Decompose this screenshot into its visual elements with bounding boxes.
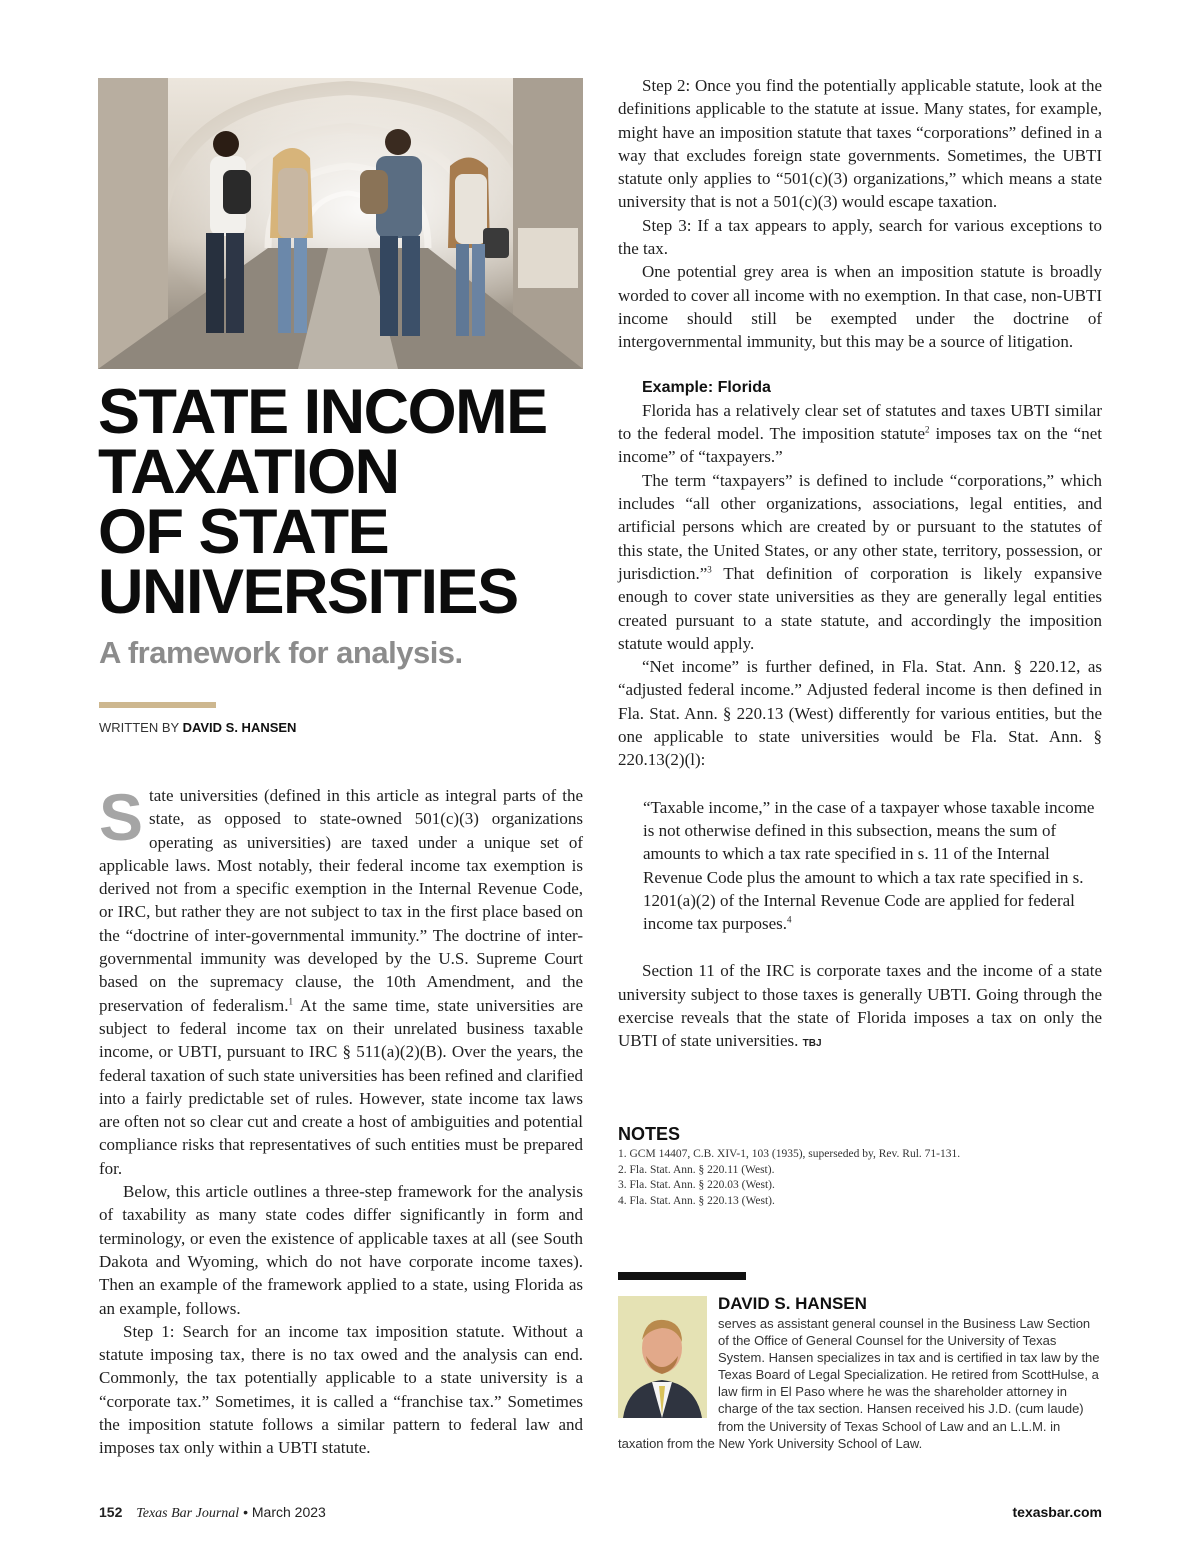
body-paragraph: Below, this article outlines a three-step framework for the analysis of taxability as many state codes differ significantly in form and terminology, or even the existence of applicable taxes at all (see South Dakota and Wyoming, which do not have corporate income taxes). Then an example of the framework applied to a state, using Florida as an example, follows.: [99, 1182, 583, 1318]
journal-name: Texas Bar Journal: [136, 1506, 240, 1521]
body-paragraph: One potential grey area is when an imposition statute is broadly worded to cover all income with no exemption. In that case, non-UBTI income should still be exempted under the doctrine of intergovernmental immunity, but this may be a source of litigation.: [618, 262, 1102, 352]
note-item: 2. Fla. Stat. Ann. § 220.11 (West).: [618, 1163, 775, 1176]
article-title: [98, 377, 598, 627]
title-line: UNIVERSITIES: [98, 557, 518, 627]
footnote-ref[interactable]: 1: [288, 996, 293, 1007]
title-line: TAXATION: [98, 437, 399, 507]
byline-prefix: WRITTEN BY: [99, 720, 179, 735]
body-paragraph: Step 1: Search for an income tax imposition statute. Without a statute imposing tax, there is no tax owed and the analysis can end. Commonly, the tax potentially applicable to a state university is a “corporate tax.” Sometimes, it is called a “franchise tax.” Sometimes the imposition statute follows a similar pattern to federal law and imposes tax only within a UBTI statute.: [99, 1321, 583, 1458]
notes-title: NOTES: [618, 1124, 681, 1144]
block-quote: “Taxable income,” in the case of a taxpayer whose taxable income is not otherwise defined in this subsection, means the sum of amounts to which a tax rate specified in s. 11 of the Internal Revenue Code plus the amount to which a tax rate specified in s. 1201(a)(2) of the Internal Revenue Code are applied for federal income tax purposes.$^4$: [643, 797, 1095, 934]
section-heading: Example: Florida: [642, 378, 771, 396]
right-column: [618, 74, 1102, 1056]
footnote-ref[interactable]: 2: [925, 424, 930, 435]
accent-rule: [99, 702, 216, 708]
body-paragraph: Section 11 of the IRC is corporate taxes and the income of a state university subject to those taxes is generally UBTI. Going through the exercise reveals that the state of Florida imposes a tax on only the UBTI of state universities. TBJ: [618, 961, 1102, 1051]
author-rule: [618, 1272, 746, 1280]
issue-date: March 2023: [251, 1504, 326, 1520]
body-paragraph: State universities (defined in this article as integral parts of the state, as opposed to state-owned 501(c)(3) organizations operating as universities) are taxed under a unique set of applicable laws. Most notably, their federal income tax exemption is derived not from a specific exemption in the Internal Revenue Code, or IRC, but rather they are not subject to tax in the first place based on the “doctrine of inter-governmental immunity.” The doctrine of inter-governmental immunity was developed by the U.S. Supreme Court based on the supremacy clause, the 10th Amendment, and the preservation of federalism.$^1$ At the same time, state universities are subject to federal income tax on their unrelated business taxable income, or UBTI, pursuant to IRC § 511(a)(2)(B). Over the years, the federal taxation of such state universities has been refined and clarified into a fairly predictable set of rules. However, state income tax laws are often not so clear cut and create a host of ambiguities and potential compliance risks that representatives of such entities must be prepared for.: [99, 780, 583, 1178]
title-line: OF STATE: [98, 497, 389, 567]
bio-spacer: [618, 1315, 718, 1419]
byline: [99, 720, 296, 735]
body-paragraph: Florida has a relatively clear set of statutes and taxes UBTI similar to the federal model. The imposition statute$^2$ imposes tax on the “net income” of “taxpayers.”: [618, 400, 1102, 467]
footer-separator: •: [243, 1504, 248, 1520]
notes-list: [618, 1147, 1102, 1209]
left-column: [99, 780, 583, 1460]
author-bio: [618, 1315, 1102, 1452]
body-paragraph: Step 3: If a tax appears to apply, search for various exceptions to the tax.: [618, 215, 1102, 259]
end-mark: TBJ: [802, 1038, 822, 1050]
author-name: DAVID S. HANSEN: [718, 1294, 867, 1313]
article-subtitle: A framework for analysis.: [99, 635, 463, 670]
author-bio-text: serves as assistant general counsel in the Business Law Section of the Office of General Counsel for the University of Texas System. Hansen specializes in tax and is certified in tax law by the Texas Board of Legal Specialization. He retired from ScottHulse, a law firm in El Paso where he was the shareholder attorney in charge of the tax section. Hansen received his J.D. (cum laude) from the University of Texas School of Law and an L.L.M. in taxation from the New York University School of Law.: [618, 1316, 1100, 1451]
notes-section: [618, 1124, 1102, 1209]
footnote-ref[interactable]: 3: [707, 564, 712, 575]
page-number: 152: [99, 1504, 123, 1520]
body-paragraph: Step 2: Once you find the potentially applicable statute, look at the definitions applicable to the statute at issue. Many states, for example, might have an imposition statute that taxes “corporations” defined in a way that excludes foreign state governments. Sometimes, the UBTI statute only applies to “501(c)(3) organizations,” which means a state university that is not a 501(c)(3) would escape taxation.: [618, 76, 1102, 212]
drop-cap: S: [99, 780, 144, 854]
note-item: 3. Fla. Stat. Ann. § 220.03 (West).: [618, 1179, 775, 1191]
note-item: 1. GCM 14407, C.B. XIV-1, 103 (1935), superseded by, Rev. Rul. 71-131.: [618, 1148, 961, 1160]
note-item: 4. Fla. Stat. Ann. § 220.13 (West).: [618, 1194, 775, 1207]
footer-left: [99, 1504, 326, 1522]
body-paragraph: “Net income” is further defined, in Fla. Stat. Ann. § 220.12, as “adjusted federal income.” Adjusted federal income is then defined in Fla. Stat. Ann. § 220.13 (West) differently for various entities, but the one applicable to state universities would be Fla. Stat. Ann. § 220.13(2)(l):: [618, 657, 1102, 770]
title-line: STATE INCOME: [98, 377, 547, 447]
site-link[interactable]: texasbar.com: [1012, 1504, 1102, 1520]
byline-author: DAVID S. HANSEN: [182, 720, 297, 735]
students-hallway-photo: [98, 78, 583, 369]
footnote-ref[interactable]: 4: [787, 914, 792, 925]
body-paragraph: The term “taxpayers” is defined to include “corporations,” which includes “all other organizations, associations, legal entities, and artificial persons which are created by or pursuant to the statutes of this state, the United States, or any other state, territory, possession, or jurisdiction.”$^3$ That definition of corporation is likely expansive enough to cover state universities as they are generally legal entities created pursuant to a state statute, and accordingly the imposition statute would apply.: [618, 470, 1102, 653]
